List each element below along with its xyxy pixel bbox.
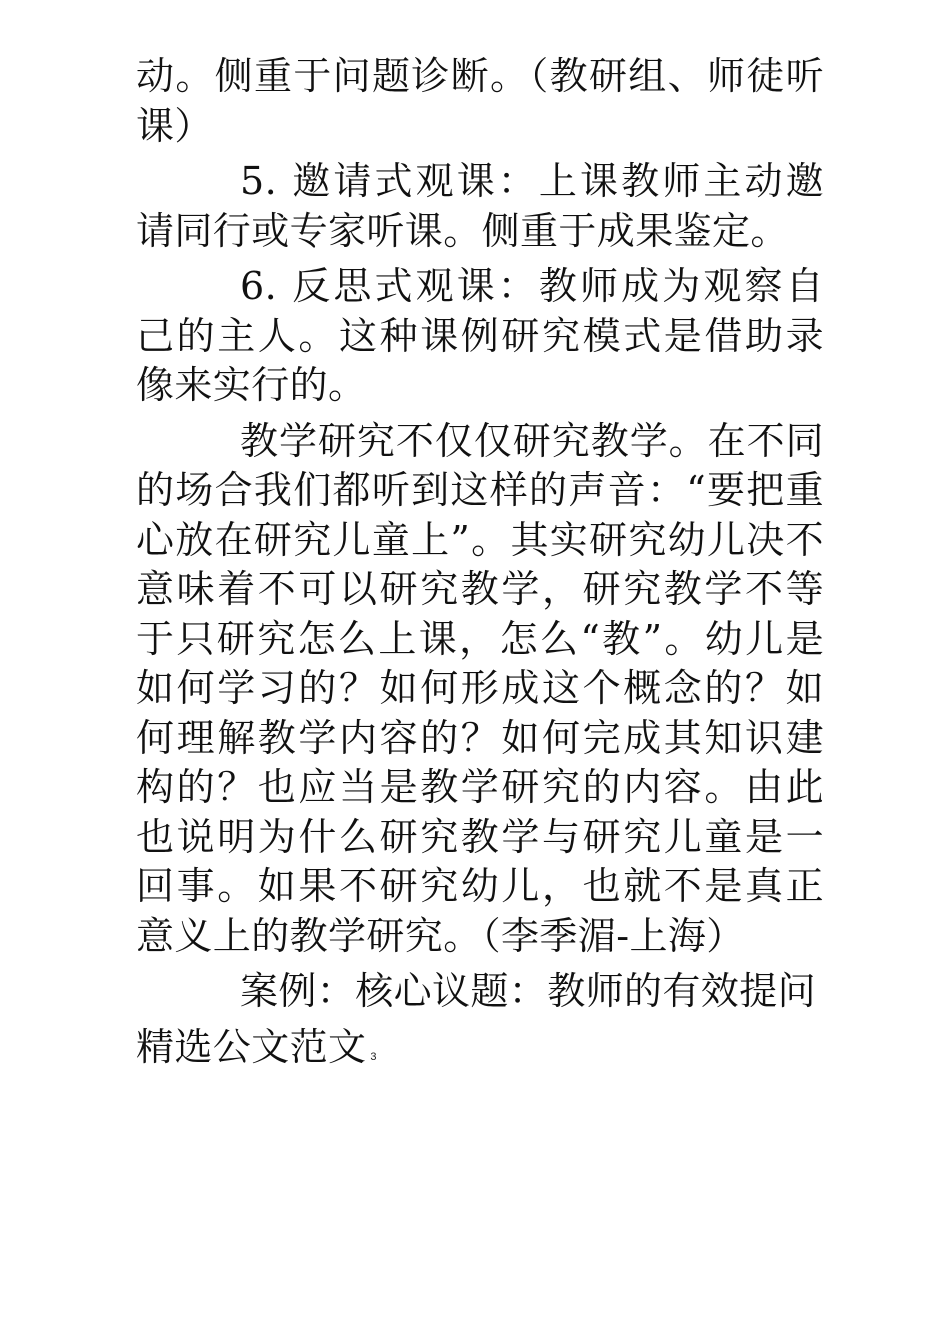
page-number: 3 — [370, 1050, 377, 1063]
paragraph-research: 教学研究不仅仅研究教学。在不同的场合我们都听到这样的声音：“要把重心放在研究儿童上”。其实研究幼儿决不意味着不可以研究教学，研究教学不等于只研究怎么上课，怎么“教”。幼儿是如何学习的？如何形成这个概念的？如何理解教学内容的？如何完成其知识建构的？也应当是教学研究的内容。由此也说明为什么研究教学与研究儿童是一回事。如果不研究幼儿，也就不是真正意义上的教学研究。（李季湄-上海） — [136, 418, 824, 958]
footer-line — [136, 1023, 824, 1083]
paragraph-item-5: 5. 邀请式观课：上课教师主动邀请同行或专家听课。侧重于成果鉴定。 — [136, 159, 824, 253]
paragraph-item-6: 6. 反思式观课：教师成为观察自己的主人。这种课例研究模式是借助录像来实行的。 — [136, 264, 824, 407]
paragraph-case: 案例：核心议题：教师的有效提问 — [240, 969, 817, 1013]
paragraph-continued: 动。侧重于问题诊断。（教研组、师徒听课） — [136, 54, 824, 148]
document-body — [136, 52, 824, 1082]
footer-label: 精选公文范文 — [136, 1024, 367, 1069]
